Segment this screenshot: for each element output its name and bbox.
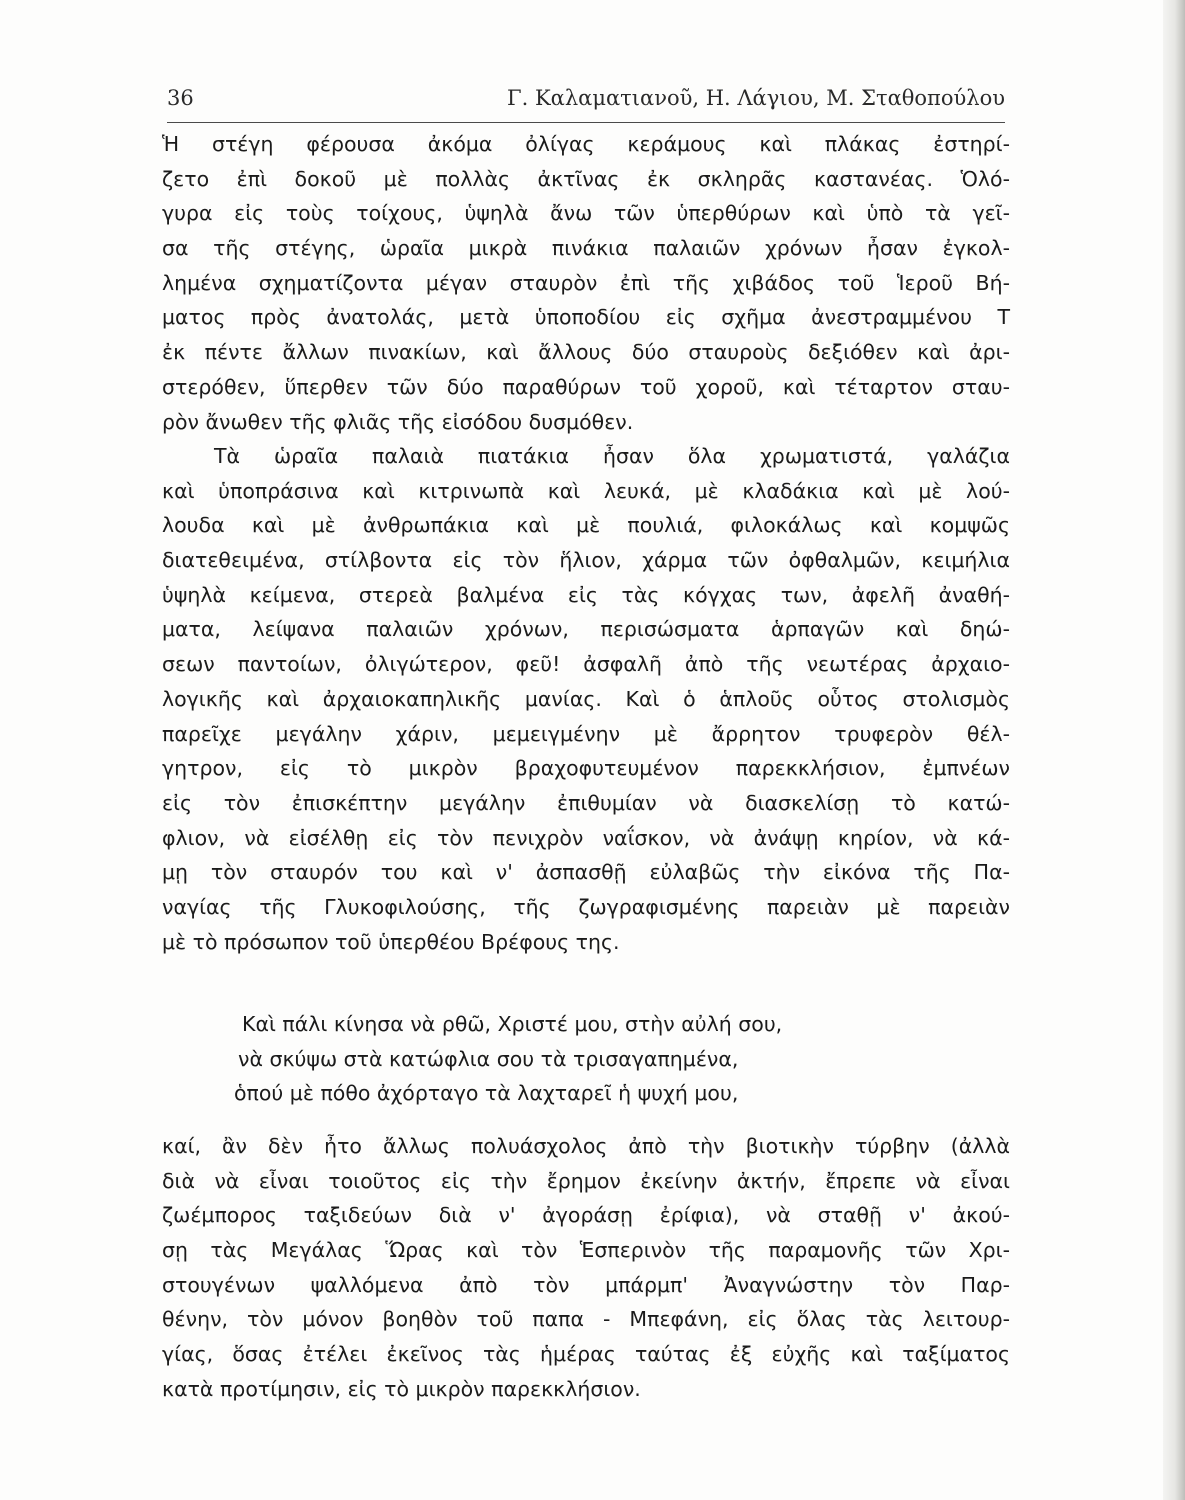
text-line: γίας, ὅσας ἐτέλει ἐκεῖνος τὰς ἡμέρας ταύτας ἐξ εὐχῆς καὶ ταξίματος: [162, 1342, 1010, 1367]
text-line: λημένα σχηματίζοντα μέγαν σταυρὸν ἐπὶ τῆς χιβάδος τοῦ Ἱεροῦ Βή-: [162, 270, 1010, 295]
running-head: [167, 78, 1005, 118]
text-line: ναγίας τῆς Γλυκοφιλούσης, τῆς ζωγραφισμένης παρειὰν μὲ παρειὰν: [162, 894, 1010, 919]
text-line: φλιον, νὰ εἰσέλθῃ εἰς τὸν πενιχρὸν ναΐσκον, νὰ ἀνάψῃ κηρίον, νὰ κά-: [162, 825, 1010, 850]
text-line: στερόθεν, ὕπερθεν τῶν δύο παραθύρων τοῦ χοροῦ, καὶ τέταρτον σταυ-: [162, 374, 1010, 399]
text-line: σῃ τὰς Μεγάλας Ὥρας καὶ τὸν Ἑσπερινὸν τῆς παραμονῆς τῶν Χρι-: [162, 1238, 1010, 1263]
text-line: λουδα καὶ μὲ ἀνθρωπάκια καὶ μὲ πουλιά, φιλοκάλως καὶ κομψῶς: [162, 513, 1010, 538]
verse-line: Καὶ πάλι κίνησα νὰ ρθῶ, Χριστέ μου, στὴν αὐλή σου,: [242, 1012, 783, 1036]
text-line: μὲ τὸ πρόσωπον τοῦ ὑπερθέου Βρέφους της.: [162, 929, 620, 954]
verse-line: ὁπού μὲ πόθο ἀχόρταγο τὰ λαχταρεῖ ἡ ψυχή μου,: [234, 1081, 739, 1106]
text-line: σα τῆς στέγης, ὡραῖα μικρὰ πινάκια παλαιῶν χρόνων ἦσαν ἐγκολ-: [162, 236, 1010, 261]
text-line: ματα, λείψανα παλαιῶν χρόνων, περισώσματα ἁρπαγῶν καὶ δηώ-: [162, 617, 1010, 642]
text-line: ζετο ἐπὶ δοκοῦ μὲ πολλὰς ἀκτῖνας ἐκ σκληρᾶς καστανέας. Ὁλό-: [162, 166, 1010, 191]
paragraph-2: [162, 439, 1010, 959]
text-line: διὰ νὰ εἶναι τοιοῦτος εἰς τὴν ἔρημον ἐκείνην ἀκτήν, ἔπρεπε νὰ εἶναι: [162, 1168, 1010, 1193]
text-line: γητρον, εἰς τὸ μικρὸν βραχοφυτευμένον παρεκκλήσιον, ἐμπνέων: [162, 756, 1010, 781]
verse-line: νὰ σκύψω στὰ κατώφλια σου τὰ τρισαγαπημένα,: [238, 1046, 739, 1071]
text-line: διατεθειμένα, στίλβοντα εἰς τὸν ἥλιον, χάρμα τῶν ὀφθαλμῶν, κειμήλια: [162, 548, 1010, 573]
text-line: στουγένων ψαλλόμενα ἀπὸ τὸν μπάρμπ' Ἀναγνώστην τὸν Παρ-: [162, 1272, 1010, 1297]
text-line: ζωέμπορος ταξιδεύων διὰ ν' ἀγοράσῃ ἐρίφια), νὰ σταθῇ ν' ἀκού-: [162, 1203, 1010, 1228]
text-line: ἐκ πέντε ἄλλων πινακίων, καὶ ἄλλους δύο σταυροὺς δεξιόθεν καὶ ἀρι-: [162, 340, 1010, 365]
page-number: 36: [167, 86, 194, 110]
text-line: ματος πρὸς ἀνατολάς, μετὰ ὑποποδίου εἰς σχῆμα ἀνεστραμμένου Τ: [162, 305, 1010, 330]
text-line: μῃ τὸν σταυρόν του καὶ ν' ἀσπασθῇ εὐλαβῶς τὴν εἰκόνα τῆς Πα-: [162, 860, 1010, 885]
text-line: σεων παντοίων, ὀλιγώτερον, φεῦ! ἀσφαλῆ ἀπὸ τῆς νεωτέρας ἀρχαιο-: [162, 652, 1010, 677]
text-line: καὶ ὑποπράσινα καὶ κιτρινωπὰ καὶ λευκά, μὲ κλαδάκια καὶ μὲ λού-: [162, 478, 1010, 503]
text-line: κατὰ προτίμησιν, εἰς τὸ μικρὸν παρεκκλήσιον.: [162, 1376, 641, 1401]
page-edge-shadow: [1163, 0, 1185, 1500]
text-line: θένην, τὸν μόνον βοηθὸν τοῦ παπα - Μπεφάνη, εἰς ὅλας τὰς λειτουρ-: [162, 1307, 1010, 1332]
running-title: Γ. Καλαματιανοῦ, Η. Λάγιου, Μ. Σταθοπούλου: [507, 86, 1005, 110]
text-line: λογικῆς καὶ ἀρχαιοκαπηλικῆς μανίας. Καὶ ὁ ἁπλοῦς οὗτος στολισμὸς: [162, 686, 1010, 711]
text-line: ὑψηλὰ κείμενα, στερεὰ βαλμένα εἰς τὰς κόγχας των, ἀφελῆ ἀναθή-: [162, 582, 1010, 607]
text-line: παρεῖχε μεγάλην χάριν, μεμειγμένην μὲ ἄρρητον τρυφερὸν θέλ-: [162, 721, 1010, 746]
text-line: γυρα εἰς τοὺς τοίχους, ὑψηλὰ ἄνω τῶν ὑπερθύρων καὶ ὑπὸ τὰ γεῖ-: [162, 201, 1010, 226]
paragraph-1: [162, 127, 1010, 439]
paragraph-3: [162, 1129, 1010, 1407]
verse-block: [162, 1007, 1010, 1111]
text-line: καί, ἂν δὲν ἦτο ἄλλως πολυάσχολος ἀπὸ τὴν βιοτικὴν τύρβην (ἀλλὰ: [162, 1134, 1010, 1158]
text-line: Τὰ ὡραῖα παλαιὰ πιατάκια ἦσαν ὅλα χρωματιστά, γαλάζια: [214, 444, 1010, 468]
text-line: εἰς τὸν ἐπισκέπτην μεγάλην ἐπιθυμίαν νὰ διασκελίσῃ τὸ κατώ-: [162, 790, 1010, 815]
text-line: ρὸν ἄνωθεν τῆς φλιᾶς τῆς εἰσόδου δυσμόθεν.: [162, 409, 634, 434]
text-line: Ἡ στέγη φέρουσα ἀκόμα ὀλίγας κεράμους καὶ πλάκας ἐστηρί-: [162, 132, 1010, 156]
header-rule: [167, 122, 1005, 123]
